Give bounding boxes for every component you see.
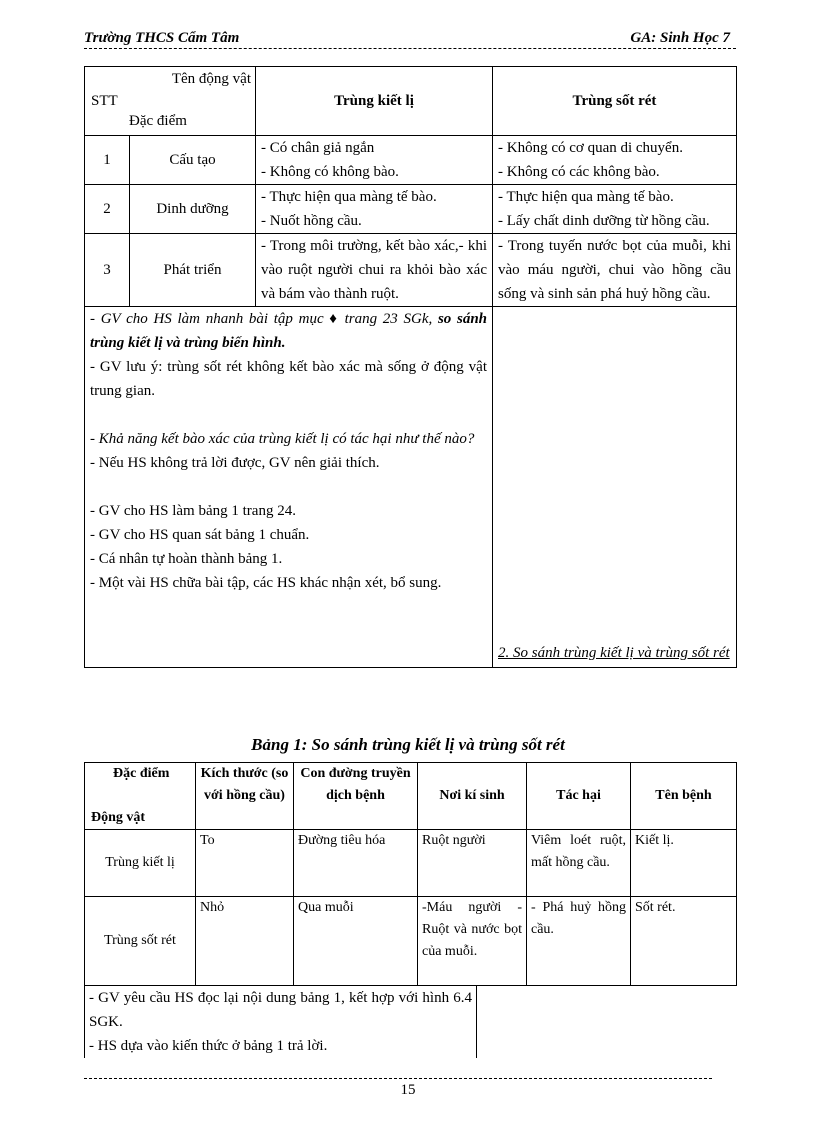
table-row <box>85 136 737 185</box>
col-header: Nơi kí sinh <box>418 763 527 830</box>
footer-divider <box>84 1078 712 1079</box>
content-column <box>493 307 737 668</box>
row-stt: 2 <box>85 185 130 234</box>
table-cell: Kiết lị. <box>631 830 737 897</box>
cell-kiet-li <box>256 185 493 234</box>
table-cell: Nhỏ <box>196 897 294 986</box>
activity-p1 <box>90 307 487 355</box>
activity-p4: - Nếu HS không trả lời được, GV nên giải thích. <box>90 455 380 471</box>
activity-table <box>84 986 737 1058</box>
content-column <box>477 986 737 1058</box>
activity-p1-italic: - GV cho HS làm nhanh bài tập mục ♦ trang 23 SGk, <box>90 311 433 327</box>
corner-cell <box>85 763 196 830</box>
cell-kiet-li <box>256 136 493 185</box>
cell-line: - Không có các không bào. <box>498 164 660 180</box>
school-name: Trường THCS Cẩm Tâm <box>84 30 240 46</box>
table-cell: Viêm loét ruột, mất hồng cầu. <box>527 830 631 897</box>
cell-line: - Nuốt hồng cầu. <box>261 213 362 229</box>
summary-table <box>84 762 737 986</box>
col-header: Tên bệnh <box>631 763 737 830</box>
corner-bottom: Động vật <box>91 810 146 825</box>
page-header <box>84 28 736 49</box>
row-name: Dinh dưỡng <box>130 185 256 234</box>
table-header-row <box>85 763 737 830</box>
table-caption: Bảng 1: So sánh trùng kiết lị và trùng sốt rét <box>251 735 565 754</box>
cell-sot-ret <box>493 136 737 185</box>
activity-p2: - GV lưu ý: trùng sốt rét không kết bào xác mà sống ở động vật trung gian. <box>90 359 487 399</box>
row-name: Trùng sốt rét <box>85 897 196 986</box>
cell-line: - Lấy chất dinh dưỡng từ hồng cầu. <box>498 213 710 229</box>
table-cell: Đường tiêu hóa <box>294 830 418 897</box>
cell-line: - Thực hiện qua màng tế bào. <box>498 189 674 205</box>
row-stt: 1 <box>85 136 130 185</box>
corner-cell <box>85 67 256 136</box>
row-stt: 3 <box>85 234 130 307</box>
table-row <box>85 897 737 986</box>
col-header: Tác hại <box>527 763 631 830</box>
cell-line: - Không có không bào. <box>261 164 399 180</box>
teacher-activity-2 <box>85 986 477 1058</box>
table-cell: -Máu người -Ruột và nước bọt của muỗi. <box>418 897 527 986</box>
table-cell: - Phá huỷ hồng cầu. <box>527 897 631 986</box>
activity-row <box>85 307 737 668</box>
activity2-p1: - GV yêu cầu HS đọc lại nội dung bảng 1, kết hợp với hình 6.4 SGK. <box>89 990 472 1030</box>
corner-stt: STT <box>91 93 118 109</box>
row-name: Cấu tạo <box>130 136 256 185</box>
activity-p6: - GV cho HS quan sát bảng 1 chuẩn. <box>90 527 310 543</box>
table-row <box>85 830 737 897</box>
activity-p1-bold: so sánh trùng kiết lị và trùng biến hình. <box>90 311 488 351</box>
corner-bottom: Đặc điểm <box>129 113 187 129</box>
teacher-activity <box>85 307 493 668</box>
row-name: Phát triển <box>130 234 256 307</box>
comparison-table <box>84 66 737 668</box>
table-row <box>85 234 737 307</box>
section-heading: 2. So sánh trùng kiết lị và trùng sốt rét <box>498 645 730 661</box>
page-number: 15 <box>400 1082 416 1098</box>
table-cell: Ruột người <box>418 830 527 897</box>
activity2-p2: - HS dựa vào kiến thức ở bảng 1 trả lời. <box>89 1038 328 1054</box>
corner-top: Đặc điểm <box>113 766 170 781</box>
col-header: Con đường truyền dịch bệnh <box>294 763 418 830</box>
table-row <box>85 986 737 1058</box>
table-cell: To <box>196 830 294 897</box>
corner-top: Tên động vật <box>171 71 251 87</box>
table-cell: Sốt rét. <box>631 897 737 986</box>
cell-kiet-li: - Trong môi trường, kết bào xác,- khi vào ruột người chui ra khỏi bào xác và bám vào thành ruột. <box>256 234 493 307</box>
activity-p5: - GV cho HS làm bảng 1 trang 24. <box>90 503 296 519</box>
table-row <box>85 185 737 234</box>
col-header: Kích thước (so với hồng cầu) <box>196 763 294 830</box>
table-cell: Qua muỗi <box>294 897 418 986</box>
col-header-sot-ret: Trùng sốt rét <box>493 67 737 136</box>
activity-p3: - Khả năng kết bào xác của trùng kiết lị có tác hại như thế nào? <box>90 431 475 447</box>
row-name: Trùng kiết lị <box>85 830 196 897</box>
cell-line: - Thực hiện qua màng tế bào. <box>261 189 437 205</box>
table-header-row <box>85 67 737 136</box>
col-header-kiet-li: Trùng kiết lị <box>256 67 493 136</box>
cell-line: - Không có cơ quan di chuyển. <box>498 140 683 156</box>
activity-p8: - Một vài HS chữa bài tập, các HS khác nhận xét, bổ sung. <box>90 575 442 591</box>
subject-label: GA: Sinh Học 7 <box>630 30 730 46</box>
cell-sot-ret: - Trong tuyến nước bọt của muỗi, khi vào máu người, chui vào hồng cầu sống và sinh sản phá huỷ hồng cầu. <box>493 234 737 307</box>
cell-line: - Có chân giả ngắn <box>261 140 375 156</box>
activity-p7: - Cá nhân tự hoàn thành bảng 1. <box>90 551 283 567</box>
cell-sot-ret <box>493 185 737 234</box>
